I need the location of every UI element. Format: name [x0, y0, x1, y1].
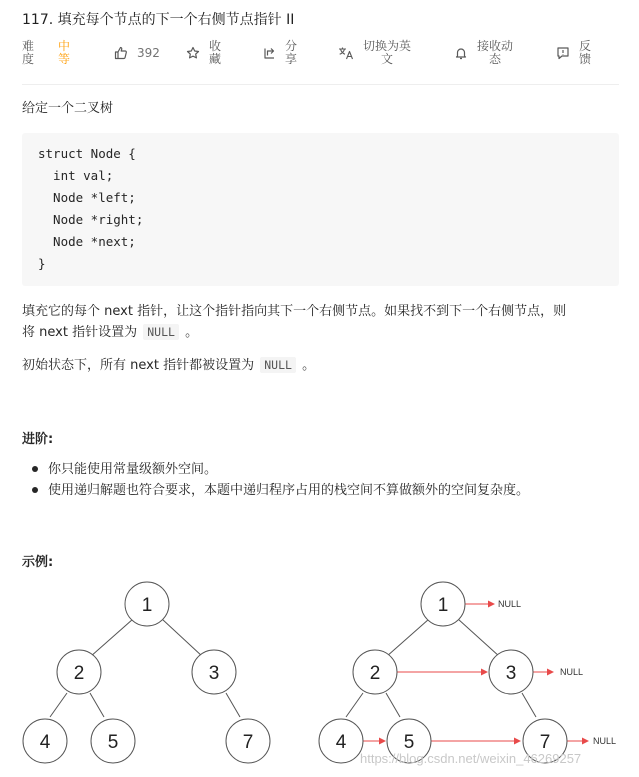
- subscribe-button[interactable]: [454, 40, 513, 66]
- paragraph-2-end: 。: [302, 358, 316, 373]
- advanced-heading: 进阶:: [22, 432, 54, 447]
- code-line: Node *next;: [38, 234, 136, 249]
- null-code: NULL: [260, 357, 296, 373]
- feedback-button[interactable]: [556, 40, 591, 66]
- favorite-label-2: 藏: [209, 52, 222, 66]
- difficulty-value-2: 等: [58, 52, 71, 66]
- feedback-label-2: 馈: [579, 52, 592, 66]
- translate-icon: [338, 46, 354, 60]
- thumbs-up-icon: [114, 46, 128, 60]
- switch-language-button[interactable]: [338, 40, 411, 66]
- description-paragraph-1a: 填充它的每个 next 指针，让这个指针指向其下一个右侧节点。如果找不到下一个右侧节点，则: [22, 304, 567, 319]
- difficulty-label-1: 难: [22, 39, 35, 53]
- null-code: NULL: [143, 324, 179, 340]
- problem-toolbar: [22, 40, 619, 70]
- code-line: Node *right;: [38, 212, 144, 227]
- tree-node-label: 1: [141, 595, 153, 616]
- paragraph-1b-end: 。: [185, 325, 199, 340]
- tree-node-label: 3: [208, 663, 220, 684]
- tree-node-label: 2: [73, 663, 85, 684]
- favorite-button[interactable]: [186, 40, 221, 66]
- tree-node-label: 1: [437, 595, 449, 616]
- tree-node-label: 5: [403, 732, 415, 753]
- like-button[interactable]: [114, 46, 160, 60]
- code-line: Node *left;: [38, 190, 136, 205]
- paragraph-2-text: 初始状态下，所有 next 指针都被设置为: [22, 358, 255, 373]
- divider: [22, 84, 619, 85]
- favorite-label-1: 收: [209, 39, 222, 53]
- switch-language-label-2: 文: [381, 52, 394, 66]
- tree-node-label: 3: [505, 663, 517, 684]
- code-line: int val;: [38, 168, 114, 183]
- star-icon: [186, 46, 200, 60]
- advanced-list: [48, 459, 529, 501]
- description-paragraph-2: [22, 355, 315, 376]
- tree-node-label: 2: [369, 663, 381, 684]
- tree-node-label: 5: [107, 732, 119, 753]
- null-label: NULL: [498, 599, 522, 609]
- description-paragraph-1b: [22, 322, 198, 343]
- tree-node-label: 4: [335, 732, 347, 753]
- example-heading: 示例:: [22, 555, 54, 570]
- example-tree-figure: [0, 580, 639, 777]
- left-tree: [23, 582, 270, 763]
- subscribe-label-1: 接收动: [477, 39, 514, 53]
- feedback-icon: [556, 46, 570, 60]
- share-icon: [262, 46, 276, 60]
- tree-node-label: 4: [39, 732, 51, 753]
- code-line: struct Node {: [38, 146, 136, 161]
- intro-text: 给定一个二叉树: [22, 101, 114, 116]
- feedback-label-1: 反: [579, 39, 592, 53]
- null-label: NULL: [593, 736, 617, 746]
- subscribe-label-2: 态: [489, 52, 502, 66]
- share-label-2: 享: [285, 52, 298, 66]
- difficulty-value-1: 中: [58, 39, 71, 53]
- tree-node-label: 7: [539, 732, 551, 753]
- watermark-text: https://blog.csdn.net/weixin_46269257: [360, 751, 582, 766]
- null-label: NULL: [560, 667, 584, 677]
- code-block: [22, 133, 619, 286]
- difficulty: [22, 40, 70, 66]
- code-line: }: [38, 256, 46, 271]
- tree-node-label: 7: [242, 732, 254, 753]
- problem-title: 117. 填充每个节点的下一个右侧节点指针 II: [22, 12, 295, 28]
- switch-language-label-1: 切换为英: [363, 39, 412, 53]
- paragraph-1b-text: 将 next 指针设置为: [22, 325, 138, 340]
- list-item: 你只能使用常量级额外空间。: [48, 459, 529, 480]
- bell-icon: [454, 46, 468, 60]
- share-label-1: 分: [285, 39, 298, 53]
- like-count: 392: [137, 45, 160, 60]
- list-item: 使用递归解题也符合要求，本题中递归程序占用的栈空间不算做额外的空间复杂度。: [48, 480, 529, 501]
- share-button[interactable]: [262, 40, 297, 66]
- difficulty-label-2: 度: [22, 52, 35, 66]
